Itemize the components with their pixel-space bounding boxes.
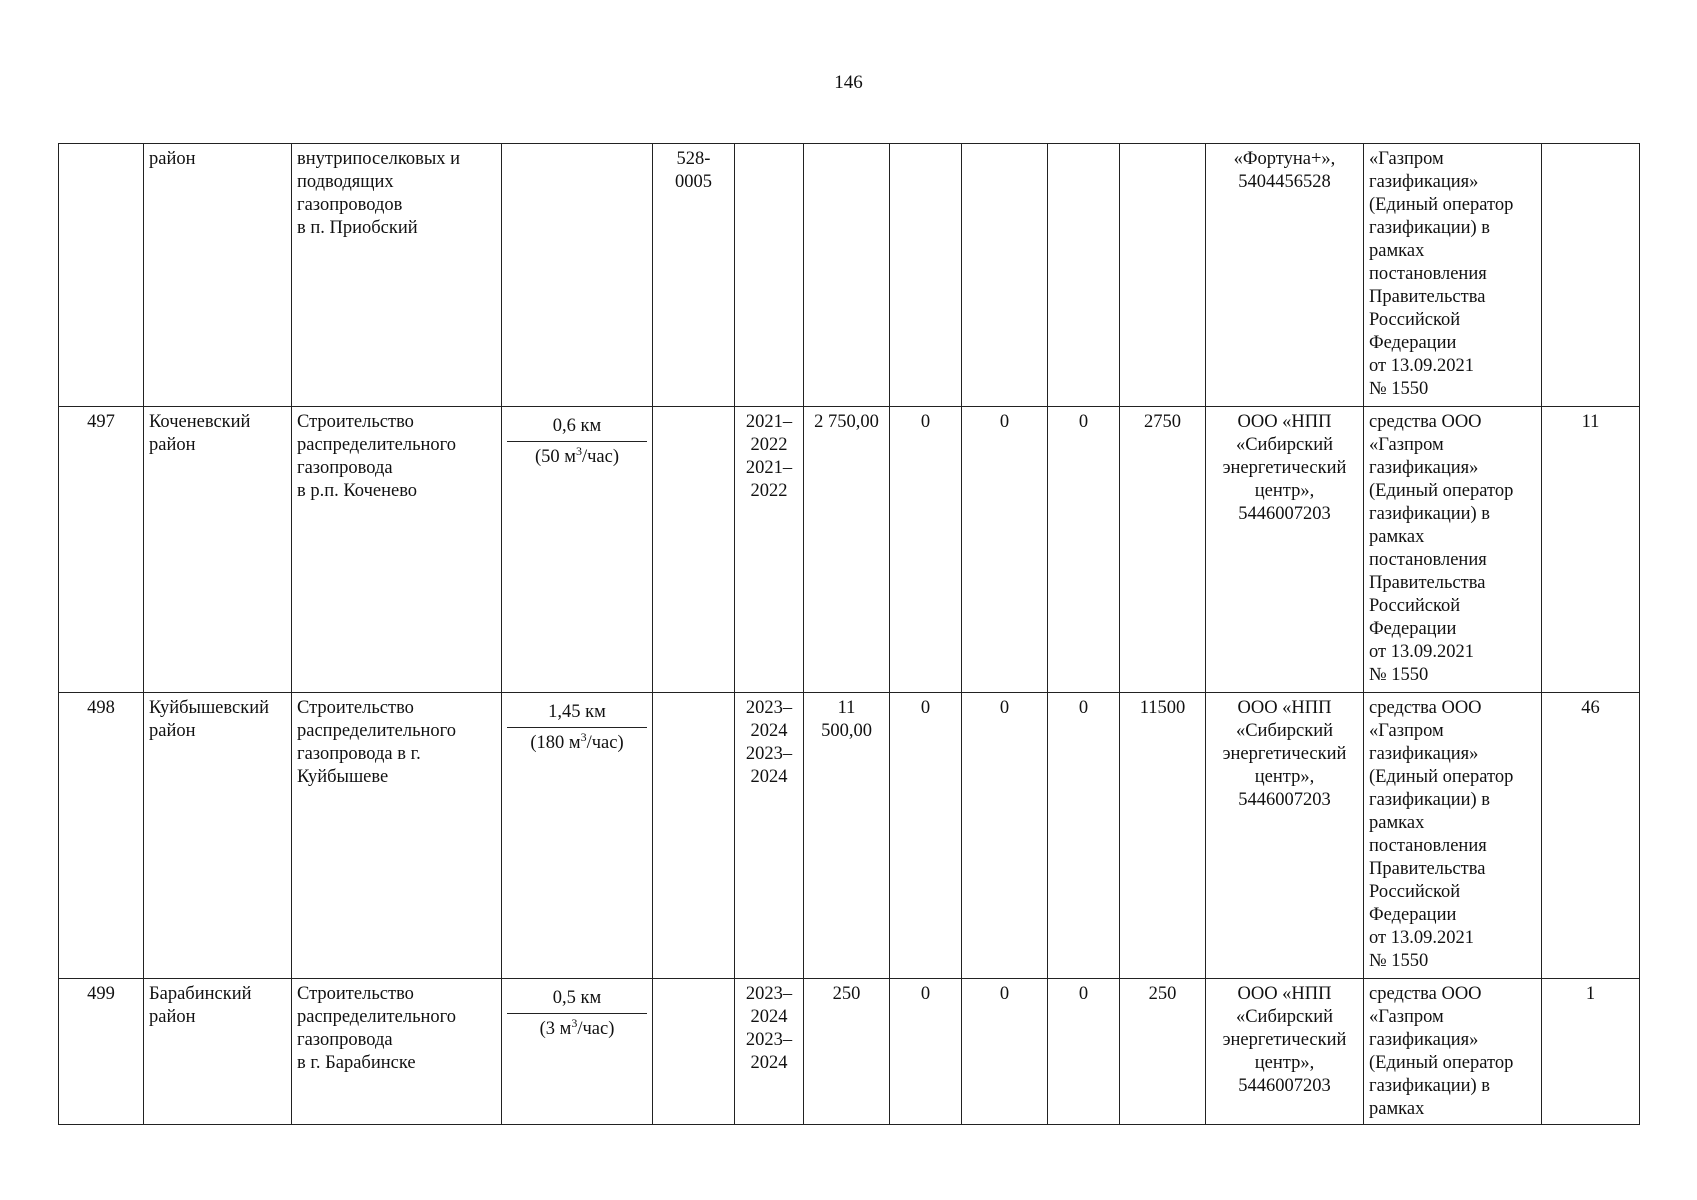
object-cell-line: подводящих: [297, 172, 394, 192]
object-cell: [292, 144, 502, 407]
last-column-cell: 11: [1542, 407, 1640, 693]
funding-source-cell-line: Правительства: [1369, 287, 1486, 307]
capacity-number: (50 м: [534, 447, 576, 467]
value-cell: 0: [1048, 693, 1120, 979]
executor-cell: [1206, 693, 1364, 979]
district-cell-line: Барабинский: [149, 984, 252, 1004]
gasification-table: [58, 143, 1640, 1125]
period-cell: [735, 407, 804, 693]
funding-source-cell-line: Правительства: [1369, 573, 1486, 593]
funding-source-cell-line: постановления: [1369, 836, 1487, 856]
executor-cell-line: 5404456528: [1238, 172, 1331, 192]
period-cell-line: 2024: [750, 1007, 788, 1027]
object-cell-line: газопровода в г.: [297, 744, 421, 764]
length-value: 0,5 км: [507, 983, 647, 1014]
executor-cell-line: центр»,: [1254, 767, 1315, 787]
cubic-superscript: 3: [580, 729, 587, 744]
capacity-value: [507, 728, 647, 758]
total-cost-cell-line: 250: [832, 984, 861, 1004]
executor-cell-line: энергетический: [1222, 1030, 1347, 1050]
district-cell-line: Коченевский: [149, 412, 251, 432]
funding-source-cell: [1364, 979, 1542, 1125]
funding-source-cell-line: газификации) в: [1369, 218, 1491, 238]
funding-source-cell-line: от 13.09.2021: [1369, 642, 1474, 662]
period-cell-line: 2023–: [745, 984, 793, 1004]
total-cost-cell-line: 500,00: [821, 721, 872, 741]
object-cell: [292, 407, 502, 693]
funding-source-cell-line: постановления: [1369, 264, 1487, 284]
total-cost-cell-line: 11: [837, 698, 856, 718]
capacity-value: [507, 442, 647, 472]
period-cell: [735, 144, 804, 407]
row-number: 498: [59, 693, 144, 979]
funding-source-cell-line: рамках: [1369, 241, 1425, 261]
per-hour-unit: /час): [586, 733, 624, 753]
funding-source-cell: [1364, 407, 1542, 693]
value-cell: 0: [962, 407, 1048, 693]
object-cell-line: распределительного: [297, 1007, 457, 1027]
executor-cell: [1206, 407, 1364, 693]
total-cost-cell: [804, 144, 890, 407]
last-column-cell: [1542, 144, 1640, 407]
per-hour-unit: /час): [577, 1019, 615, 1039]
value-cell: 0: [1048, 979, 1120, 1125]
object-cell-line: Строительство: [297, 984, 414, 1004]
value-cell: 0: [962, 693, 1048, 979]
length-capacity-cell: [502, 979, 653, 1125]
district-cell: [144, 979, 292, 1125]
funding-source-cell-line: Российской: [1369, 596, 1461, 616]
funding-source-cell-line: рамках: [1369, 1099, 1425, 1119]
object-cell-line: в р.п. Коченево: [297, 481, 418, 501]
funding-source-cell-line: (Единый оператор: [1369, 767, 1514, 787]
object-cell-line: в г. Барабинске: [297, 1053, 416, 1073]
executor-cell-line: 5446007203: [1238, 790, 1331, 810]
length-capacity-cell: [502, 693, 653, 979]
period-cell-line: 2021–: [745, 412, 793, 432]
value-cell: 0: [890, 693, 962, 979]
object-cell: [292, 979, 502, 1125]
district-cell-line: район: [149, 435, 196, 455]
total-cost-cell: [804, 693, 890, 979]
table-row: [59, 407, 1640, 693]
object-cell-line: газопроводов: [297, 195, 403, 215]
value-cell: [1048, 144, 1120, 407]
period-cell: [735, 693, 804, 979]
funding-source-cell-line: Российской: [1369, 882, 1461, 902]
value-cell: 0: [962, 979, 1048, 1125]
district-cell-line: Куйбышевский: [149, 698, 270, 718]
funding-source-cell-line: газификации) в: [1369, 790, 1491, 810]
row-number: 497: [59, 407, 144, 693]
object-cell-line: Строительство: [297, 412, 414, 432]
executor-cell-line: 5446007203: [1238, 1076, 1331, 1096]
district-cell-line: район: [149, 721, 196, 741]
code-cell: [653, 407, 735, 693]
funding-source-cell-line: Российской: [1369, 310, 1461, 330]
funding-source-cell-line: № 1550: [1369, 665, 1429, 685]
value-cell: [890, 144, 962, 407]
value-cell: 2750: [1120, 407, 1206, 693]
funding-source-cell-line: Федерации: [1369, 905, 1457, 925]
executor-cell-line: «Фортуна+»,: [1233, 149, 1336, 169]
length-value: 1,45 км: [507, 697, 647, 728]
last-column-cell: 46: [1542, 693, 1640, 979]
funding-source-cell-line: «Газпром: [1369, 435, 1444, 455]
executor-cell-line: энергетический: [1222, 458, 1347, 478]
funding-source-cell: [1364, 144, 1542, 407]
funding-source-cell-line: (Единый оператор: [1369, 195, 1514, 215]
executor-cell-line: центр»,: [1254, 1053, 1315, 1073]
table-row: [59, 693, 1640, 979]
funding-source-cell-line: средства ООО: [1369, 984, 1482, 1004]
funding-source-cell-line: газификация»: [1369, 458, 1479, 478]
district-cell: [144, 407, 292, 693]
code-cell: [653, 144, 735, 407]
funding-source-cell-line: газификации) в: [1369, 1076, 1491, 1096]
district-cell: [144, 144, 292, 407]
executor-cell-line: энергетический: [1222, 744, 1347, 764]
code-cell: [653, 693, 735, 979]
district-cell-line: район: [149, 149, 196, 169]
executor-cell-line: «Сибирский: [1235, 721, 1334, 741]
cubic-superscript: 3: [571, 1015, 578, 1030]
funding-source-cell-line: (Единый оператор: [1369, 1053, 1514, 1073]
capacity-number: (180 м: [530, 733, 581, 753]
period-cell-line: 2023–: [745, 698, 793, 718]
funding-source-cell-line: рамках: [1369, 813, 1425, 833]
funding-source-cell-line: газификация»: [1369, 172, 1479, 192]
funding-source-cell-line: «Газпром: [1369, 1007, 1444, 1027]
total-cost-cell: [804, 979, 890, 1125]
period-cell-line: 2024: [750, 1053, 788, 1073]
period-cell-line: 2021–: [745, 458, 793, 478]
executor-cell-line: «Сибирский: [1235, 435, 1334, 455]
period-cell: [735, 979, 804, 1125]
funding-source-cell-line: от 13.09.2021: [1369, 928, 1474, 948]
district-cell: [144, 693, 292, 979]
value-cell: 250: [1120, 979, 1206, 1125]
cubic-superscript: 3: [575, 443, 582, 458]
length-value: 0,6 км: [507, 411, 647, 442]
funding-source-cell-line: «Газпром: [1369, 149, 1444, 169]
page-number: 146: [834, 72, 863, 93]
object-cell-line: Куйбышеве: [297, 767, 389, 787]
total-cost-cell-line: 2 750,00: [814, 412, 879, 432]
value-cell: [1120, 144, 1206, 407]
funding-source-cell-line: (Единый оператор: [1369, 481, 1514, 501]
funding-source-cell-line: Федерации: [1369, 619, 1457, 639]
capacity-value: [507, 1014, 647, 1044]
funding-source-cell-line: от 13.09.2021: [1369, 356, 1474, 376]
object-cell-line: Строительство: [297, 698, 414, 718]
object-cell-line: газопровода: [297, 1030, 393, 1050]
value-cell: [962, 144, 1048, 407]
period-cell-line: 2022: [750, 435, 788, 455]
total-cost-cell: [804, 407, 890, 693]
executor-cell: [1206, 979, 1364, 1125]
value-cell: 0: [1048, 407, 1120, 693]
object-cell-line: распределительного: [297, 721, 457, 741]
row-number: [59, 144, 144, 407]
funding-source-cell-line: Правительства: [1369, 859, 1486, 879]
funding-source-cell-line: Федерации: [1369, 333, 1457, 353]
period-cell-line: 2024: [750, 721, 788, 741]
code-cell-line: 0005: [675, 172, 712, 192]
length-capacity-cell: [502, 144, 653, 407]
object-cell: [292, 693, 502, 979]
object-cell-line: в п. Приобский: [297, 218, 418, 238]
executor-cell-line: «Сибирский: [1235, 1007, 1334, 1027]
value-cell: 0: [890, 979, 962, 1125]
executor-cell: [1206, 144, 1364, 407]
table-row: [59, 979, 1640, 1125]
funding-source-cell-line: рамках: [1369, 527, 1425, 547]
code-cell-line: 528-: [676, 149, 711, 169]
executor-cell-line: 5446007203: [1238, 504, 1331, 524]
object-cell-line: внутрипоселковых и: [297, 149, 461, 169]
code-cell: [653, 979, 735, 1125]
funding-source-cell-line: газификация»: [1369, 744, 1479, 764]
funding-source-cell-line: газификации) в: [1369, 504, 1491, 524]
row-number: 499: [59, 979, 144, 1125]
executor-cell-line: ООО «НПП: [1237, 984, 1332, 1004]
funding-source-cell-line: газификация»: [1369, 1030, 1479, 1050]
period-cell-line: 2023–: [745, 1030, 793, 1050]
period-cell-line: 2024: [750, 767, 788, 787]
value-cell: 11500: [1120, 693, 1206, 979]
funding-source-cell: [1364, 693, 1542, 979]
funding-source-cell-line: «Газпром: [1369, 721, 1444, 741]
funding-source-cell-line: средства ООО: [1369, 412, 1482, 432]
period-cell-line: 2023–: [745, 744, 793, 764]
value-cell: 0: [890, 407, 962, 693]
capacity-number: (3 м: [539, 1019, 572, 1039]
executor-cell-line: ООО «НПП: [1237, 412, 1332, 432]
last-column-cell: 1: [1542, 979, 1640, 1125]
table-row: [59, 144, 1640, 407]
district-cell-line: район: [149, 1007, 196, 1027]
per-hour-unit: /час): [581, 447, 620, 467]
funding-source-cell-line: средства ООО: [1369, 698, 1482, 718]
funding-source-cell-line: № 1550: [1369, 379, 1429, 399]
period-cell-line: 2022: [750, 481, 788, 501]
executor-cell-line: ООО «НПП: [1237, 698, 1332, 718]
length-capacity-cell: [502, 407, 653, 693]
object-cell-line: распределительного: [297, 435, 457, 455]
object-cell-line: газопровода: [297, 458, 393, 478]
funding-source-cell-line: № 1550: [1369, 951, 1429, 971]
executor-cell-line: центр»,: [1254, 481, 1315, 501]
funding-source-cell-line: постановления: [1369, 550, 1487, 570]
